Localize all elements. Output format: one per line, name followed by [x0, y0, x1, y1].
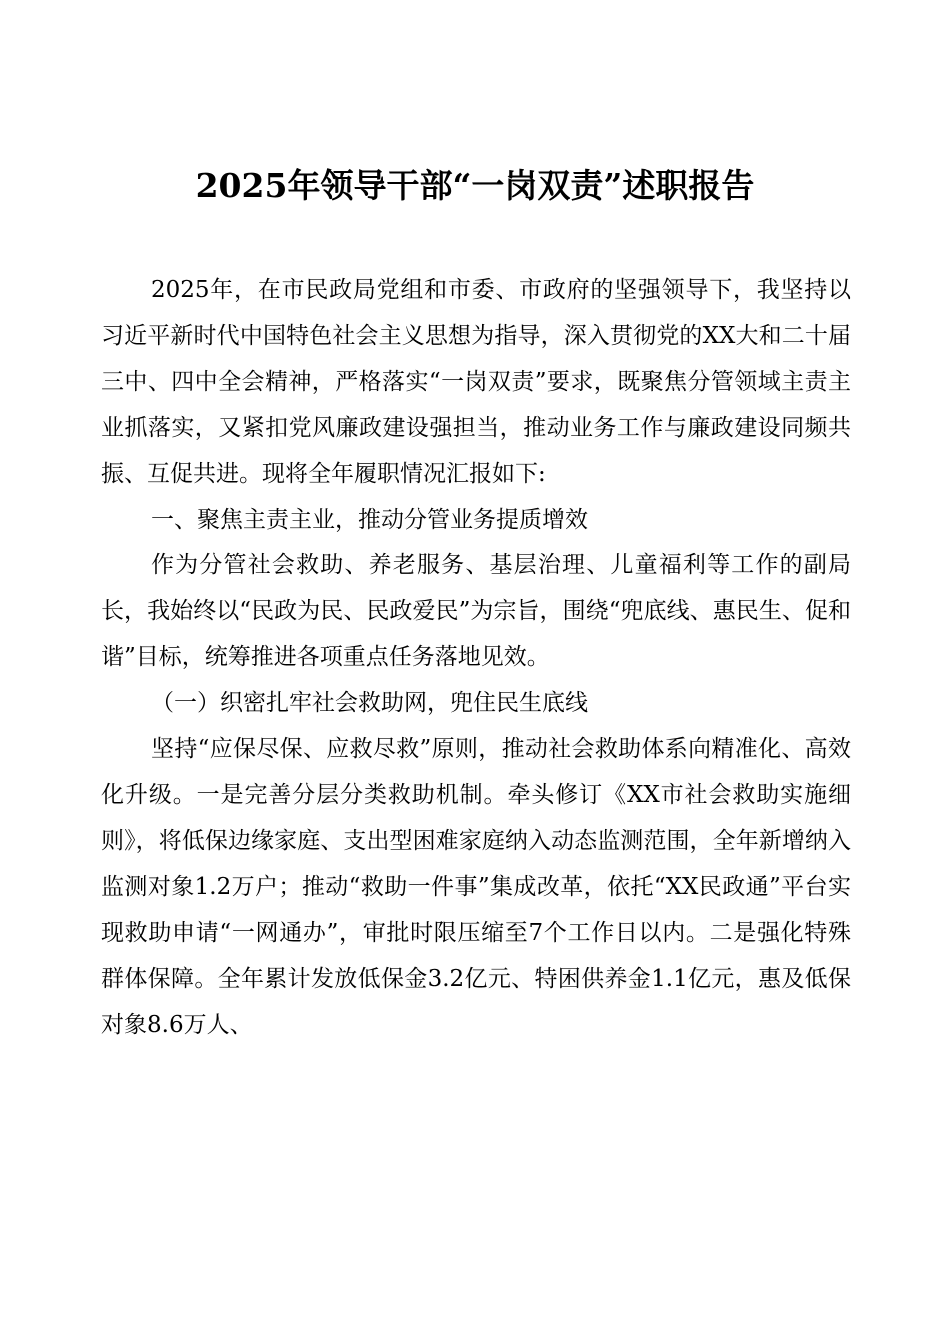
subsection-heading-1: （一）织密扎牢社会救助网，兜住民生底线: [151, 690, 588, 717]
subsection-paragraph: 坚持“应保尽保、应救尽救”原则，推动社会救助体系向精准化、高效化升级。一是完善分层分类救助机制。牵头修订《XX市社会救助实施细则》，将低保边缘家庭、支出型困难家庭纳入动态监测范围，全年新增纳入监测对象1.2万户；推动“救助一件事”集成改革，依托“XX民政通”平台实现救助申请“一网通办”，审批时限压缩至7个工作日以内。二是强化特殊群体保障。全年累计发放低保金3.2亿元、特困供养金1.1亿元，惠及低保对象8.6万人、: [101, 736, 851, 1038]
document-body: [101, 268, 851, 1048]
intro-paragraph: 2025年，在市民政局党组和市委、市政府的坚强领导下，我坚持以习近平新时代中国特色社会主义思想为指导，深入贯彻党的XX大和二十届三中、四中全会精神，严格落实“一岗双责”要求，既聚焦分管领域主责主业抓落实，又紧扣党风廉政建设强担当，推动业务工作与廉政建设同频共振、互促共进。现将全年履职情况汇报如下:: [101, 277, 851, 487]
document-title: 2025年领导干部“一岗双责”述职报告: [195, 166, 755, 205]
section-paragraph: 作为分管社会救助、养老服务、基层治理、儿童福利等工作的副局长，我始终以“民政为民、民政爱民”为宗旨，围绕“兜底线、惠民生、促和谐”目标，统筹推进各项重点任务落地见效。: [101, 552, 851, 671]
section-heading-1: 一、聚焦主责主业，推动分管业务提质增效: [151, 506, 588, 533]
